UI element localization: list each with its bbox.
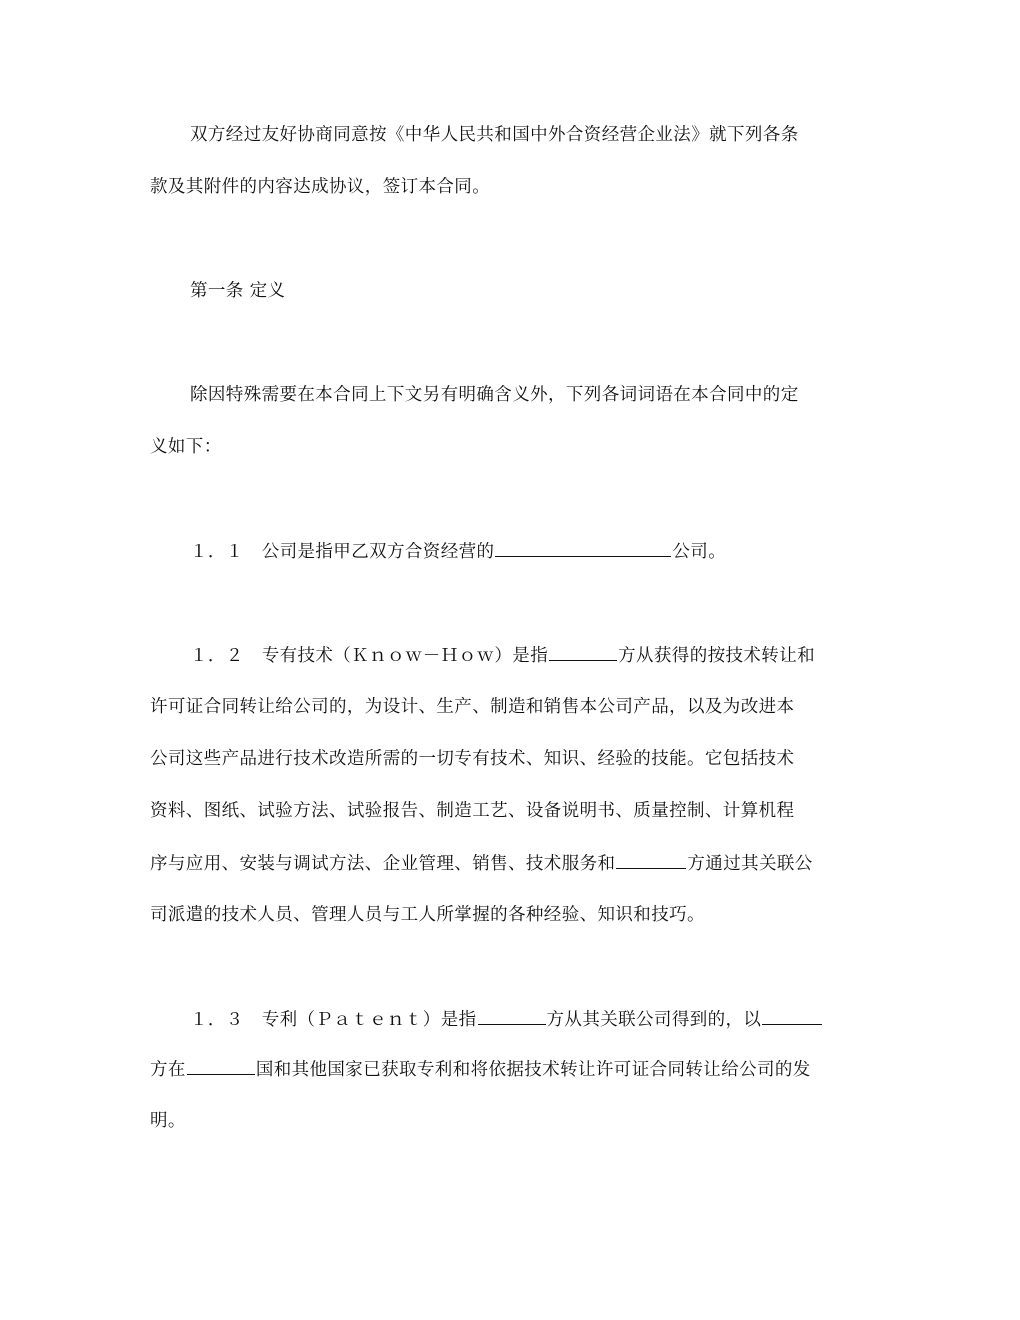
definitions-intro-line-1: 除因特殊需要在本合同上下文另有明确含义外，下列各词词语在本合同中的定 bbox=[190, 385, 799, 405]
clause-1-3-line-1 bbox=[190, 1008, 930, 1031]
clause-1-2-line-5 bbox=[150, 852, 890, 875]
clause-text: 公司。 bbox=[672, 542, 727, 562]
clause-text: 序与应用、安装与调试方法、企业管理、销售、技术服务和 bbox=[150, 854, 616, 874]
clause-1-3-line-3: 明。 bbox=[150, 1111, 186, 1131]
clause-text: 专利（Ｐａｔｅｎｔ）是指 bbox=[261, 1010, 477, 1030]
clause-1-2-line-2: 许可证合同转让给公司的，为设计、生产、制造和销售本公司产品，以及为改进本 bbox=[150, 697, 795, 717]
clause-1-2-line-4: 资料、图纸、试验方法、试验报告、制造工艺、设备说明书、质量控制、计算机程 bbox=[150, 801, 795, 821]
clause-text: 专有技术（Ｋｎｏｗ－Ｈｏｗ）是指 bbox=[261, 646, 549, 666]
clause-1-2-line-3: 公司这些产品进行技术改造所需的一切专有技术、知识、经验的技能。它包括技术 bbox=[150, 749, 795, 769]
fill-in-blank bbox=[616, 852, 686, 869]
clause-1-1 bbox=[190, 540, 930, 563]
clause-1-2-line-1 bbox=[190, 644, 930, 667]
clause-text: 国和其他国家已获取专利和将依据技术转让许可证合同转让给公司的发 bbox=[255, 1060, 811, 1080]
clause-text: 方通过其关联公 bbox=[687, 854, 813, 874]
fill-in-blank bbox=[478, 1008, 546, 1025]
article-1-heading: 第一条 定义 bbox=[190, 281, 286, 301]
intro-line-2: 款及其附件的内容达成协议，签订本合同。 bbox=[150, 177, 491, 197]
fill-in-blank bbox=[762, 1008, 822, 1025]
clause-number: １．１ bbox=[190, 542, 244, 562]
intro-line-1: 双方经过友好协商同意按《中华人民共和国中外合资经营企业法》就下列各条 bbox=[190, 125, 799, 145]
fill-in-blank bbox=[549, 644, 617, 661]
clause-text: 方从获得的按技术转让和 bbox=[618, 646, 816, 666]
clause-text: 公司是指甲乙双方合资经营的 bbox=[261, 542, 495, 562]
fill-in-blank bbox=[187, 1058, 255, 1075]
clause-text: 方从其关联公司得到的，以 bbox=[546, 1010, 762, 1030]
clause-number: １．３ bbox=[190, 1010, 244, 1030]
definitions-intro-line-2: 义如下： bbox=[150, 437, 222, 457]
clause-text: 方在 bbox=[150, 1060, 186, 1080]
clause-1-3-line-2 bbox=[150, 1058, 890, 1081]
clause-number: １．２ bbox=[190, 646, 244, 666]
clause-1-2-line-6: 司派遣的技术人员、管理人员与工人所掌握的各种经验、知识和技巧。 bbox=[150, 905, 705, 925]
fill-in-blank bbox=[495, 540, 671, 557]
